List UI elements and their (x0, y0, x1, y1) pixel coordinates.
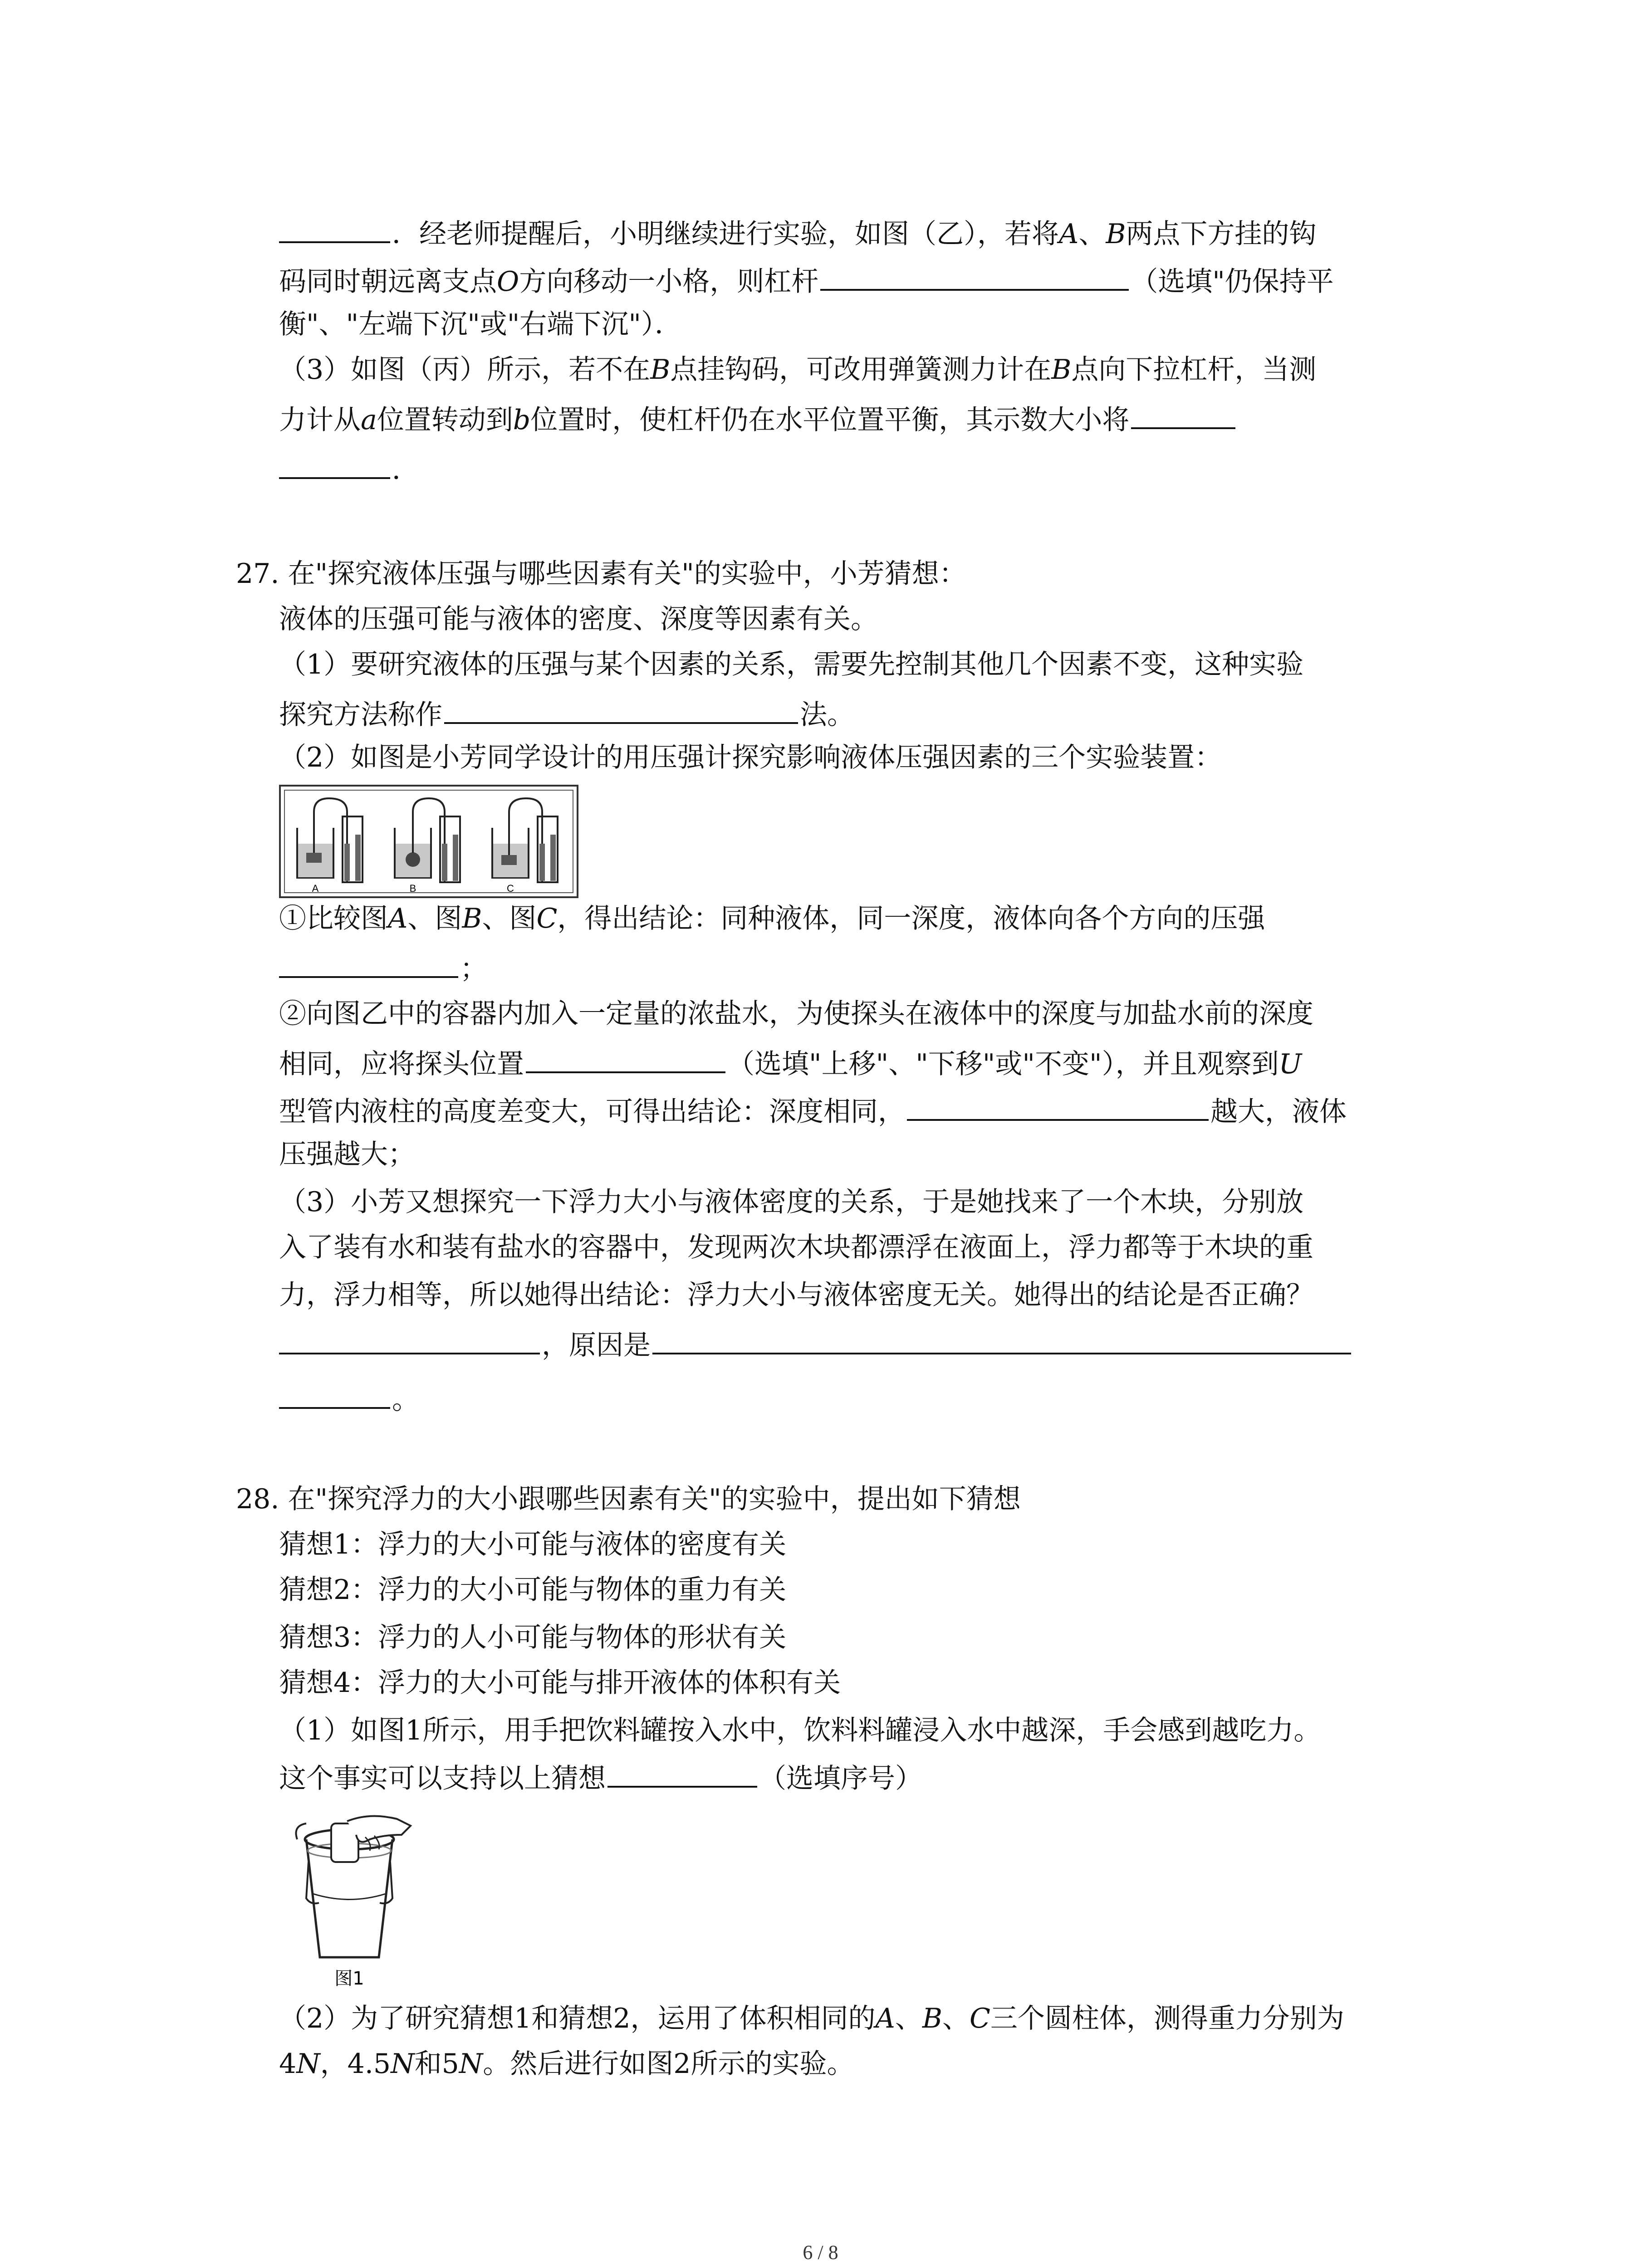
answer-blank[interactable] (444, 694, 798, 724)
figure-label-c: C (507, 883, 514, 894)
q27-line-9: 相同，应将探头位置 （选填"上移"、"下移"或"不变"），并且观察到U (279, 1043, 1302, 1080)
pressure-gauge-figure (279, 785, 578, 898)
q26-line-4: （3）如图（丙）所示，若不在B点挂钩码，可改用弹簧测力计在B点向下拉杠杆，当测 (279, 354, 1317, 386)
figure-label-a: A (312, 883, 319, 894)
answer-blank[interactable] (279, 213, 390, 243)
q26-line-2: 码同时朝远离支点O方向移动一小格，则杠杆 （选填"仍保持平 (279, 261, 1334, 297)
answer-blank[interactable] (279, 948, 458, 978)
guess-1: 猜想1：浮力的大小可能与液体的密度有关 (279, 1529, 787, 1560)
guess-4: 猜想4：浮力的大小可能与排开液体的体积有关 (279, 1667, 841, 1699)
q26-line-1: ．经老师提醒后，小明继续进行实验，如图（乙），若将A、B两点下方挂的钩 (279, 213, 1316, 249)
q26-line-6: ． (279, 449, 419, 485)
q27-line-10: 型管内液柱的高度差变大，可得出结论：深度相同， 越大，液体 (279, 1091, 1347, 1127)
q27-line-4: 探究方法称作 法。 (279, 694, 854, 730)
q26-line-3: 衡"、"左端下沉"或"右端下沉"）． (279, 308, 682, 340)
q28-line-5: 4N，4.5N和5N。然后进行如图2所示的实验。 (279, 2048, 854, 2080)
q27-line-12: （3）小芳又想探究一下浮力大小与液体密度的关系，于是她找来了一个木块，分别放 (279, 1186, 1304, 1218)
q28-line-2: （1）如图1所示，用手把饮料罐按入水中，饮料料罐浸入水中越深，手会感到越吃力。 (279, 1715, 1321, 1746)
answer-blank[interactable] (652, 1325, 1351, 1354)
figure-1-bucket (279, 1808, 429, 1989)
q27-line-13: 入了装有水和装有盐水的容器中，发现两次木块都漂浮在液面上，浮力都等于木块的重 (279, 1232, 1313, 1263)
guess-2: 猜想2：浮力的大小可能与物体的重力有关 (279, 1574, 787, 1606)
q27-line-7: ； (279, 948, 487, 984)
q27-line-2: 液体的压强可能与液体的密度、深度等因素有关。 (279, 603, 878, 635)
question-number: 28. (236, 1483, 279, 1515)
q27-line-11: 压强越大； (279, 1139, 415, 1170)
answer-blank[interactable] (279, 1379, 390, 1409)
answer-blank[interactable] (279, 1325, 540, 1354)
figure-1-label: 图1 (334, 1968, 364, 1989)
answer-blank[interactable] (907, 1091, 1209, 1121)
answer-blank[interactable] (279, 449, 390, 479)
apparatus-a (297, 798, 362, 882)
q28-line-4: （2）为了研究猜想1和猜想2，运用了体积相同的A、B、C三个圆柱体，测得重力分别为 (279, 2003, 1344, 2034)
question-number: 27. (236, 558, 279, 590)
q27-line-5: （2）如图是小芳同学设计的用压强计探究影响液体压强因素的三个实验装置： (279, 742, 1222, 773)
q27-line-15: ，原因是 (279, 1325, 1353, 1361)
apparatus-b (395, 798, 460, 882)
q27-line-3: （1）要研究液体的压强与某个因素的关系，需要先控制其他几个因素不变，这种实验 (279, 649, 1304, 680)
page-number: 6 / 8 (803, 2241, 838, 2263)
q27-line-6: ①比较图A、图B、图C，得出结论：同种液体，同一深度，液体向各个方向的压强 (279, 903, 1265, 934)
q27-line-16: 。 (279, 1379, 419, 1415)
q27-line-8: ②向图乙中的容器内加入一定量的浓盐水，为使探头在液体中的深度与加盐水前的深度 (279, 998, 1313, 1030)
answer-blank[interactable] (820, 261, 1129, 291)
question-28-heading: 28. 在"探究浮力的大小跟哪些因素有关"的实验中，提出如下猜想 (236, 1483, 1021, 1515)
answer-blank[interactable] (1131, 399, 1235, 429)
q26-line-5: 力计从a位置转动到b位置时，使杠杆仍在水平位置平衡，其示数大小将 (279, 399, 1237, 435)
guess-3: 猜想3：浮力的人小可能与物体的形状有关 (279, 1622, 787, 1653)
answer-blank[interactable] (607, 1758, 757, 1788)
answer-blank[interactable] (526, 1043, 725, 1073)
q27-line-14: 力，浮力相等，所以她得出结论：浮力大小与液体密度无关。她得出的结论是否正确？ (279, 1279, 1313, 1311)
q28-line-3: 这个事实可以支持以上猜想 （选填序号） (279, 1758, 922, 1794)
question-27-heading: 27. 在"探究液体压强与哪些因素有关"的实验中，小芳猜想： (236, 558, 966, 590)
apparatus-c (492, 798, 558, 882)
figure-label-b: B (409, 883, 416, 894)
